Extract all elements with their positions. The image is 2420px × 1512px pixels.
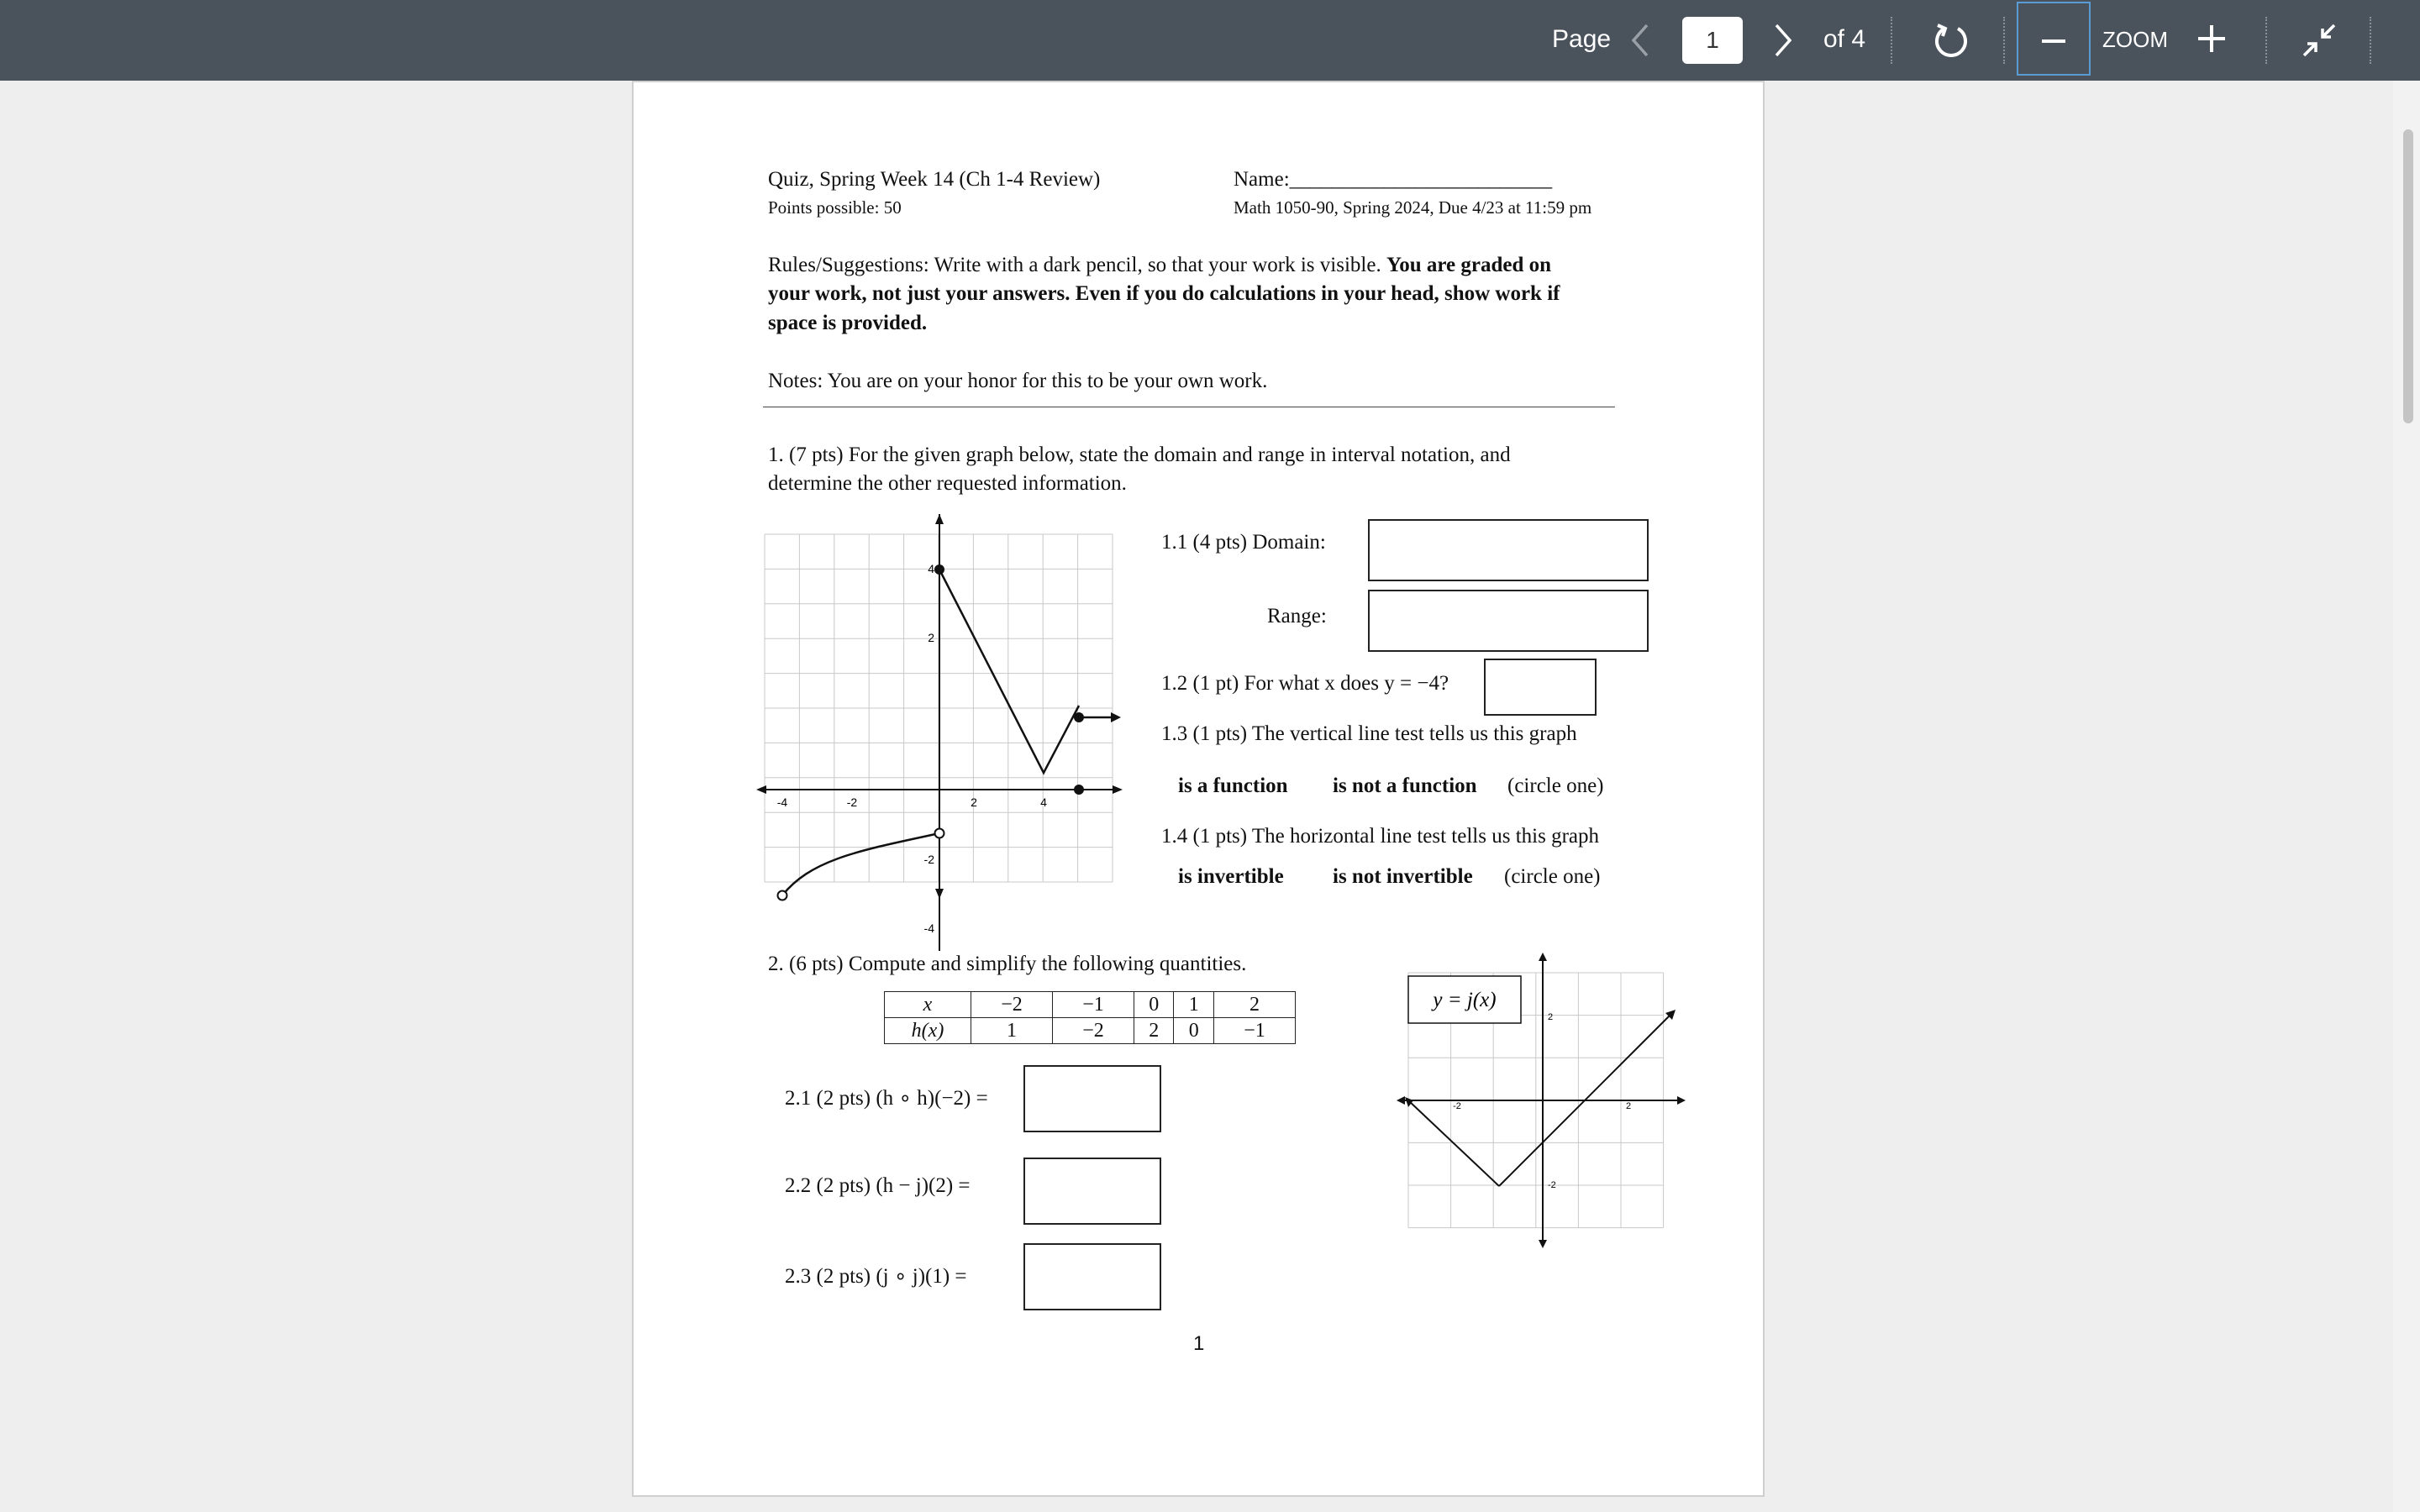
question-1-graph bbox=[753, 514, 1124, 935]
rules-line-2: your work, not just your answers. Even if you do calculations in your head, show work if bbox=[768, 282, 1560, 305]
vertical-scrollbar[interactable] bbox=[2393, 81, 2420, 1512]
answer-box-2-3[interactable] bbox=[1023, 1243, 1161, 1310]
zoom-out-button[interactable] bbox=[2017, 2, 2091, 76]
question-1-3-text: 1.3 (1 pts) The vertical line test tells us this graph bbox=[1161, 722, 1577, 745]
y-axis-arrow-down bbox=[1539, 1240, 1547, 1248]
option-is-invertible[interactable]: is invertible bbox=[1178, 865, 1284, 888]
range-answer-box[interactable] bbox=[1368, 590, 1649, 652]
tick-label: 2 bbox=[1625, 1101, 1632, 1111]
x-axis-arrow-left bbox=[1397, 1096, 1405, 1105]
closed-point bbox=[934, 564, 944, 575]
toolbar-divider bbox=[1891, 17, 1892, 64]
tick-label: -4 bbox=[923, 921, 934, 935]
table-row bbox=[885, 1018, 1296, 1044]
question-1-text-cont: determine the other requested information. bbox=[768, 472, 1127, 495]
notes-text: Notes: You are on your honor for this to be your own work. bbox=[768, 370, 1268, 392]
ray-arrow bbox=[1111, 712, 1121, 722]
name-field-label: Name:_________________________ bbox=[1234, 168, 1553, 191]
tick-label: 4 bbox=[1040, 795, 1047, 809]
document-page bbox=[632, 81, 1765, 1497]
tick-label: -2 bbox=[923, 853, 934, 866]
closed-point bbox=[1074, 785, 1084, 795]
toolbar-divider bbox=[2370, 17, 2371, 64]
y-axis-arrow-up bbox=[1539, 953, 1547, 961]
rules-line-3: space is provided. bbox=[768, 312, 928, 334]
toolbar-divider bbox=[2003, 17, 2005, 64]
table-row bbox=[885, 992, 1296, 1018]
page-number: 1 bbox=[1193, 1332, 1205, 1355]
rules-line-1 bbox=[768, 254, 1551, 277]
table-cell: x bbox=[885, 992, 971, 1018]
function-label: y = j(x) bbox=[1433, 989, 1497, 1011]
chevron-right-icon bbox=[1773, 22, 1793, 59]
question-2-1-text: 2.1 (2 pts) (h ∘ h)(−2) = bbox=[785, 1087, 988, 1110]
graph-j bbox=[1397, 953, 1687, 1248]
table-cell: 2 bbox=[1134, 1018, 1174, 1044]
circle-one-hint: (circle one) bbox=[1504, 865, 1601, 888]
scrollbar-thumb[interactable] bbox=[2403, 129, 2413, 423]
tick-label: -2 bbox=[1453, 1101, 1461, 1111]
rules-plain-text: Rules/Suggestions: Write with a dark pencil, so that your work is visible. bbox=[768, 254, 1381, 276]
chevron-left-icon bbox=[1630, 22, 1650, 59]
page-label: Page bbox=[1552, 25, 1612, 53]
x-axis-arrow-right bbox=[1677, 1096, 1686, 1105]
x-axis-arrow-right bbox=[1113, 785, 1123, 794]
rules-bold-text: You are graded on bbox=[1386, 254, 1552, 276]
option-is-not-function[interactable]: is not a function bbox=[1333, 774, 1477, 797]
option-is-not-invertible[interactable]: is not invertible bbox=[1333, 865, 1473, 888]
table-cell: 2 bbox=[1213, 992, 1295, 1018]
graph-line bbox=[1408, 1100, 1499, 1186]
graph-v-segment bbox=[939, 570, 1079, 773]
y-equals-answer-box[interactable] bbox=[1484, 659, 1597, 716]
tick-label: -2 bbox=[1548, 1180, 1556, 1190]
question-1-1-text: 1.1 (4 pts) Domain: bbox=[1161, 531, 1326, 554]
previous-page-button[interactable] bbox=[1630, 22, 1650, 63]
table-cell: −2 bbox=[1052, 1018, 1134, 1044]
y-axis-arrow-down bbox=[935, 889, 944, 899]
tick-label: 2 bbox=[971, 795, 977, 809]
answer-box-2-1[interactable] bbox=[1023, 1065, 1161, 1132]
question-2-2-text: 2.2 (2 pts) (h − j)(2) = bbox=[785, 1174, 971, 1197]
next-page-button[interactable] bbox=[1773, 22, 1793, 63]
tick-label: -4 bbox=[776, 795, 788, 809]
table-cell: h(x) bbox=[885, 1018, 971, 1044]
question-1-text: 1. (7 pts) For the given graph below, state the domain and range in interval notation, and bbox=[768, 444, 1511, 466]
tick-label: 2 bbox=[1548, 1012, 1554, 1022]
minus-icon bbox=[2018, 3, 2089, 74]
page-number-input[interactable]: 1 bbox=[1682, 17, 1743, 64]
answer-box-2-2[interactable] bbox=[1023, 1158, 1161, 1225]
h-values-table bbox=[884, 991, 1296, 1044]
table-cell: 0 bbox=[1174, 1018, 1214, 1044]
table-cell: −2 bbox=[971, 992, 1053, 1018]
open-point bbox=[935, 829, 944, 838]
question-2-3-text: 2.3 (2 pts) (j ∘ j)(1) = bbox=[785, 1265, 967, 1288]
collapse-icon bbox=[2301, 22, 2338, 59]
tick-label: 4 bbox=[928, 562, 934, 575]
zoom-label: ZOOM bbox=[2102, 27, 2168, 52]
line-arrow bbox=[1405, 1097, 1413, 1107]
range-label: Range: bbox=[1267, 605, 1327, 627]
exit-fullscreen-button[interactable] bbox=[2301, 22, 2338, 63]
plus-icon bbox=[2195, 22, 2228, 55]
tick-label: -2 bbox=[846, 795, 858, 809]
table-cell: −1 bbox=[1052, 992, 1134, 1018]
rotate-button[interactable] bbox=[1933, 20, 1970, 65]
toolbar-divider bbox=[2265, 17, 2267, 64]
table-cell: 1 bbox=[1174, 992, 1214, 1018]
question-1-2-text: 1.2 (1 pt) For what x does y = −4? bbox=[1161, 672, 1449, 695]
page-count: of 4 bbox=[1823, 25, 1866, 53]
zoom-in-button[interactable] bbox=[2195, 22, 2228, 60]
tick-label: 2 bbox=[928, 631, 934, 644]
circle-one-hint: (circle one) bbox=[1507, 774, 1604, 797]
domain-answer-box[interactable] bbox=[1368, 519, 1649, 581]
table-cell: 1 bbox=[971, 1018, 1053, 1044]
open-point bbox=[778, 891, 787, 900]
option-is-function[interactable]: is a function bbox=[1178, 774, 1288, 797]
table-cell: −1 bbox=[1213, 1018, 1295, 1044]
question-1-4-text: 1.4 (1 pts) The horizontal line test tells us this graph bbox=[1161, 825, 1599, 848]
points-possible: Points possible: 50 bbox=[768, 197, 902, 218]
x-axis-arrow-left bbox=[756, 785, 766, 794]
table-cell: 0 bbox=[1134, 992, 1174, 1018]
rotate-icon bbox=[1933, 20, 1970, 60]
question-2-text: 2. (6 pts) Compute and simplify the following quantities. bbox=[768, 953, 1247, 975]
y-axis-arrow-up bbox=[935, 514, 944, 524]
quiz-title: Quiz, Spring Week 14 (Ch 1-4 Review) bbox=[768, 168, 1101, 191]
graph-curve bbox=[782, 833, 939, 895]
closed-point bbox=[1074, 712, 1084, 722]
viewer-toolbar bbox=[0, 0, 2420, 81]
course-info: Math 1050-90, Spring 2024, Due 4/23 at 11:59 pm bbox=[1234, 197, 1592, 218]
